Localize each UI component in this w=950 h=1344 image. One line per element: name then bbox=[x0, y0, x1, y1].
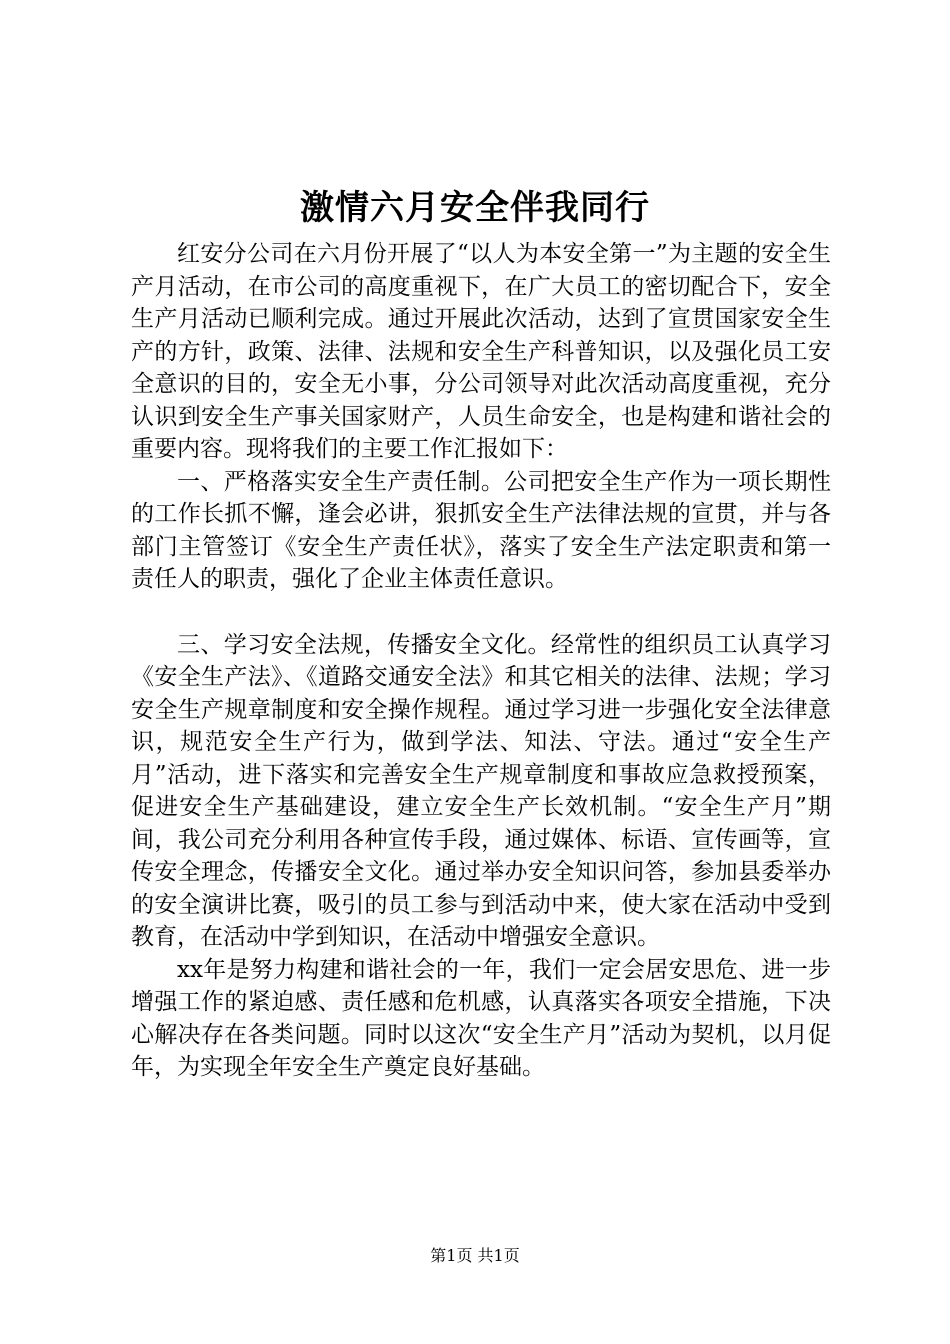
document-body bbox=[131, 238, 831, 1084]
paragraph-section-1: 一、严格落实安全生产责任制。公司把安全生产作为一项长期性的工作长抓不懈，逢会必讲，狠抓安全生产法律法规的宣贯，并与各部门主管签订《安全生产责任状》，落实了安全生产法定职责和第一责任人的职责，强化了企业主体责任意识。 bbox=[131, 468, 831, 592]
document-title: 激情六月安全伴我同行 bbox=[300, 188, 650, 228]
page-number-footer: 第1页 共1页 bbox=[430, 1246, 520, 1265]
paragraph-conclusion: xx年是努力构建和谐社会的一年，我们一定会居安思危、进一步增强工作的紧迫感、责任感和危机感，认真落实各项安全措施，下决心解决存在各类问题。同时以这次“安全生产月”活动为契机，以月促年，为实现全年安全生产奠定良好基础。 bbox=[131, 956, 831, 1080]
paragraph-spacer bbox=[131, 596, 831, 629]
paragraph-section-3: 三、学习安全法规，传播安全文化。经常性的组织员工认真学习《安全生产法》、《道路交通安全法》和其它相关的法律、法规；学习安全生产规章制度和安全操作规程。通过学习进一步强化安全法律意识，规范安全生产行为，做到学法、知法、守法。通过“安全生产月”活动，进下落实和完善安全生产规章制度和事故应急救授预案，促进安全生产基础建设，建立安全生产长效机制。“安全生产月”期间，我公司充分利用各种宣传手段，通过媒体、标语、宣传画等，宣传安全理念，传播安全文化。通过举办安全知识问答，参加县委举办的安全演讲比赛，吸引的员工参与到活动中来，使大家在活动中受到教育，在活动中学到知识，在活动中增强安全意识。 bbox=[131, 631, 831, 950]
paragraph-intro: 红安分公司在六月份开展了“以人为本安全第一”为主题的安全生产月活动，在市公司的高度重视下，在广大员工的密切配合下，安全生产月活动已顺利完成。通过开展此次活动，达到了宣贯国家安全生产的方针，政策、法律、法规和安全生产科普知识，以及强化员工安全意识的目的，安全无小事，分公司领导对此次活动高度重视，充分认识到安全生产事关国家财产，人员生命安全，也是构建和谐社会的重要内容。现将我们的主要工作汇报如下： bbox=[131, 241, 831, 462]
